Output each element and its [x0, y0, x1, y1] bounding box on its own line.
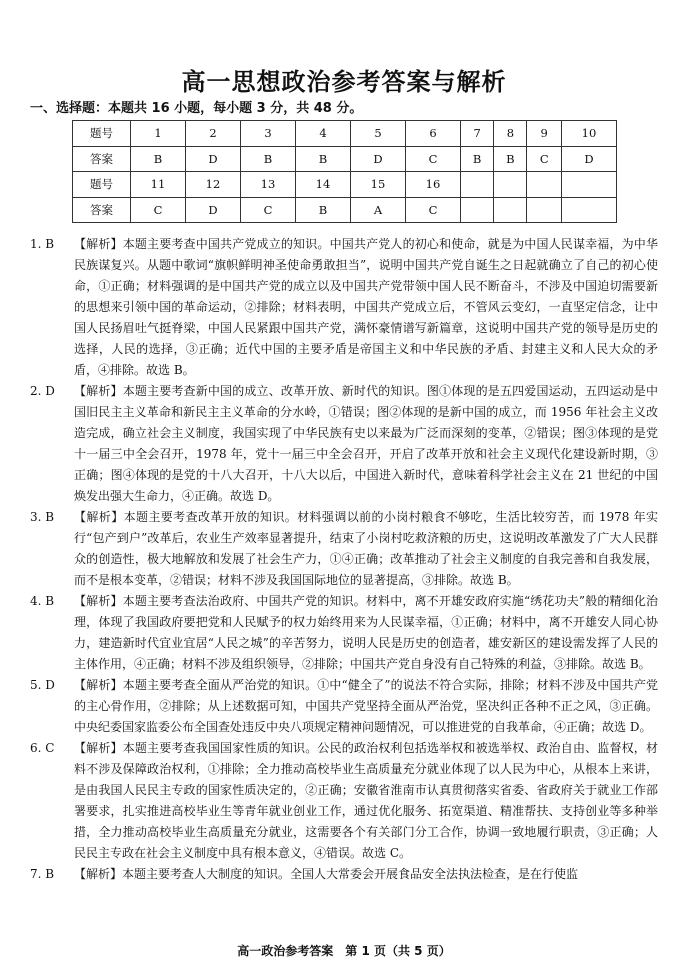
table-cell: 3: [241, 121, 296, 147]
list-item: [30, 738, 658, 864]
list-item: [30, 381, 658, 507]
table-cell: D: [351, 146, 406, 172]
table-cell: 11: [131, 172, 186, 198]
list-item: [30, 507, 658, 591]
table-cell: 9: [527, 121, 562, 147]
table-cell: 1: [131, 121, 186, 147]
table-cell: 15: [351, 172, 406, 198]
table-cell: 5: [351, 121, 406, 147]
item-number: 4. B: [30, 594, 55, 608]
row-label: 答案: [73, 197, 131, 223]
analysis-tag: 【解析】: [74, 594, 123, 608]
table-cell: 12: [186, 172, 241, 198]
list-item: [30, 234, 658, 381]
list-item: [30, 591, 658, 675]
page-title: 高一思想政治参考答案与解析: [181, 67, 507, 96]
table-row: [73, 121, 617, 147]
section-heading: 一、选择题：本题共 16 小题，每小题 3 分，共 48 分。: [30, 101, 363, 116]
item-text: 本题主要考查人大制度的知识。全国人大常委会开展食品安全法执法检查，是在行使监: [122, 867, 579, 881]
analysis-tag: 【解析】: [74, 510, 124, 524]
table-cell: 4: [296, 121, 351, 147]
row-label: 题号: [73, 121, 131, 147]
item-text: 本题主要考查改革开放的知识。材料强调以前的小岗村粮食不够吃，生活比较穷苦，而 1978 年实行“包产到户”改革后，农业生产效率显著提升，结束了小岗村吃救济粮的历史，这说明改革激发了广大人民群众的创造性，极大地解放和发展了社会生产力，①④正确；改革推动了社会主义制度的自我完善和自我发展，而不是根本变革，②错误；材料不涉及我国国际地位的显著提高，③排除。故选 B。: [74, 510, 658, 587]
table-cell: [494, 172, 527, 198]
table-cell: 7: [461, 121, 494, 147]
row-label: 答案: [73, 146, 131, 172]
table-cell: C: [527, 146, 562, 172]
item-body: [74, 864, 658, 885]
row-label: 题号: [73, 172, 131, 198]
table-cell: [527, 172, 562, 198]
table-cell: B: [461, 146, 494, 172]
page-footer: 高一政治参考答案 第 1 页（共 5 页）: [237, 944, 451, 958]
table-cell: [461, 197, 494, 223]
table-cell: 6: [406, 121, 461, 147]
item-text: 本题主要考查我国国家性质的知识。公民的政治权利包括选举权和被选举权、政治自由、监督权，材料不涉及保障政治权利，①排除；全力推动高校毕业生高质量充分就业体现了以人民为中心，从根本上来讲，是由我国人民民主专政的国家性质决定的，②正确；安徽省淮南市认真贯彻落实省委、省政府关于就业工作部署要求，扎实推进高校毕业生等青年就业创业工作，通过优化服务、拓宽渠道、精准帮扶、支持创业等多种举措，全力推动高校毕业生高质量充分就业，这需要各个有关部门分工合作，协调一致地履行职责，③正确；人民民主专政在社会主义制度中具有根本意义，④错误。故选 C。: [74, 741, 658, 860]
table-cell: B: [494, 146, 527, 172]
table-cell: B: [296, 197, 351, 223]
table-cell: 10: [561, 121, 616, 147]
table-cell: 16: [406, 172, 461, 198]
item-number: 7. B: [30, 867, 55, 881]
analysis-tag: 【解析】: [74, 678, 123, 692]
item-body: [74, 591, 658, 675]
explanation-list: [30, 234, 658, 885]
item-text: 本题主要考查全面从严治党的知识。①中“健全了”的说法不符合实际，排除；材料不涉及中国共产党的主心骨作用，②排除；从上述数据可知，中国共产党坚持全面从严治党，坚决纠正各种不正之风，③正确。中央纪委国家监委公布全国查处违反中央八项规定精神问题情况，可以推进党的自我革命，④正确；故选 D。: [74, 678, 658, 734]
answer-table: [72, 120, 617, 223]
item-body: [74, 234, 658, 381]
table-cell: D: [561, 146, 616, 172]
table-cell: [527, 197, 562, 223]
list-item: [30, 675, 658, 738]
item-number: 3. B: [30, 510, 55, 524]
analysis-tag: 【解析】: [74, 384, 123, 398]
table-cell: 13: [241, 172, 296, 198]
list-item: [30, 864, 658, 885]
table-row: [73, 197, 617, 223]
table-cell: B: [296, 146, 351, 172]
item-number: 2. D: [30, 384, 55, 398]
table-row: [73, 172, 617, 198]
item-text: 本题主要考查新中国的成立、改革开放、新时代的知识。图①体现的是五四爱国运动，五四运动是中国旧民主主义革命和新民主主义革命的分水岭，①错误；图②体现的是新中国的成立，而 1956 年社会主义改造完成，确立社会主义制度，我国实现了中华民族有史以来最为广泛而深刻的变革，②错误；图③体现的是党十一届三中全会召开，1978 年，党十一届三中全会召开，开启了改革开放和社会主义现代化建设新时期，③正确；图④体现的是党的十八大召开，十八大以后，中国进入新时代，意味着科学社会主义在 21 世纪的中国焕发出强大生命力，④正确。故选 D。: [74, 384, 658, 503]
item-body: [74, 738, 658, 864]
table-row: [73, 146, 617, 172]
table-cell: B: [241, 146, 296, 172]
analysis-tag: 【解析】: [74, 867, 123, 881]
table-cell: C: [406, 146, 461, 172]
table-cell: C: [241, 197, 296, 223]
item-body: [74, 507, 658, 591]
table-cell: C: [131, 197, 186, 223]
table-cell: [561, 172, 616, 198]
item-body: [74, 675, 658, 738]
table-cell: [461, 172, 494, 198]
table-cell: B: [131, 146, 186, 172]
table-cell: D: [186, 146, 241, 172]
table-cell: [494, 197, 527, 223]
item-number: 5. D: [30, 678, 55, 692]
analysis-tag: 【解析】: [74, 741, 123, 755]
item-number: 6. C: [30, 741, 55, 755]
table-cell: C: [406, 197, 461, 223]
table-cell: [561, 197, 616, 223]
table-cell: A: [351, 197, 406, 223]
item-body: [74, 381, 658, 507]
table-cell: 2: [186, 121, 241, 147]
item-text: 本题主要考查中国共产党成立的知识。中国共产党人的初心和使命，就是为中国人民谋幸福，为中华民族谋复兴。从题中歌词“旗帜鲜明神圣使命勇敢担当”，说明中国共产党自诞生之日起就确立了自己的初心使命，①正确；材料强调的是中国共产党的成立以及中国共产党带领中国人民不断奋斗，不涉及中国迫切需要新的思想来引领中国的革命运动，②排除；材料表明，中国共产党成立后，不管风云变幻，一直坚定信念，让中国人民扬眉吐气挺脊梁，中国人民紧跟中国共产党，满怀豪情谱写新篇章，这说明中国共产党的领导是历史的选择，人民的选择，③正确；近代中国的主要矛盾是帝国主义和中华民族的矛盾、封建主义和人民大众的矛盾，④排除。故选 B。: [74, 237, 658, 377]
table-cell: 8: [494, 121, 527, 147]
item-text: 本题主要考查法治政府、中国共产党的知识。材料中，离不开雄安政府实施“绣花功夫”般的精细化治理，体现了我国政府要把党和人民赋予的权力始终用来为人民谋幸福，①正确；材料中，离不开雄安人同心协力，建造新时代宜业宜居“人民之城”的辛苦努力，说明人民是历史的创造者，雄安新区的建设需发挥了人民的主体作用，④正确；材料不涉及组织领导，②排除；中国共产党自身没有自己特殊的利益，③排除。故选 B。: [74, 594, 658, 671]
table-cell: D: [186, 197, 241, 223]
table-cell: 14: [296, 172, 351, 198]
analysis-tag: 【解析】: [74, 237, 123, 251]
item-number: 1. B: [30, 237, 55, 251]
